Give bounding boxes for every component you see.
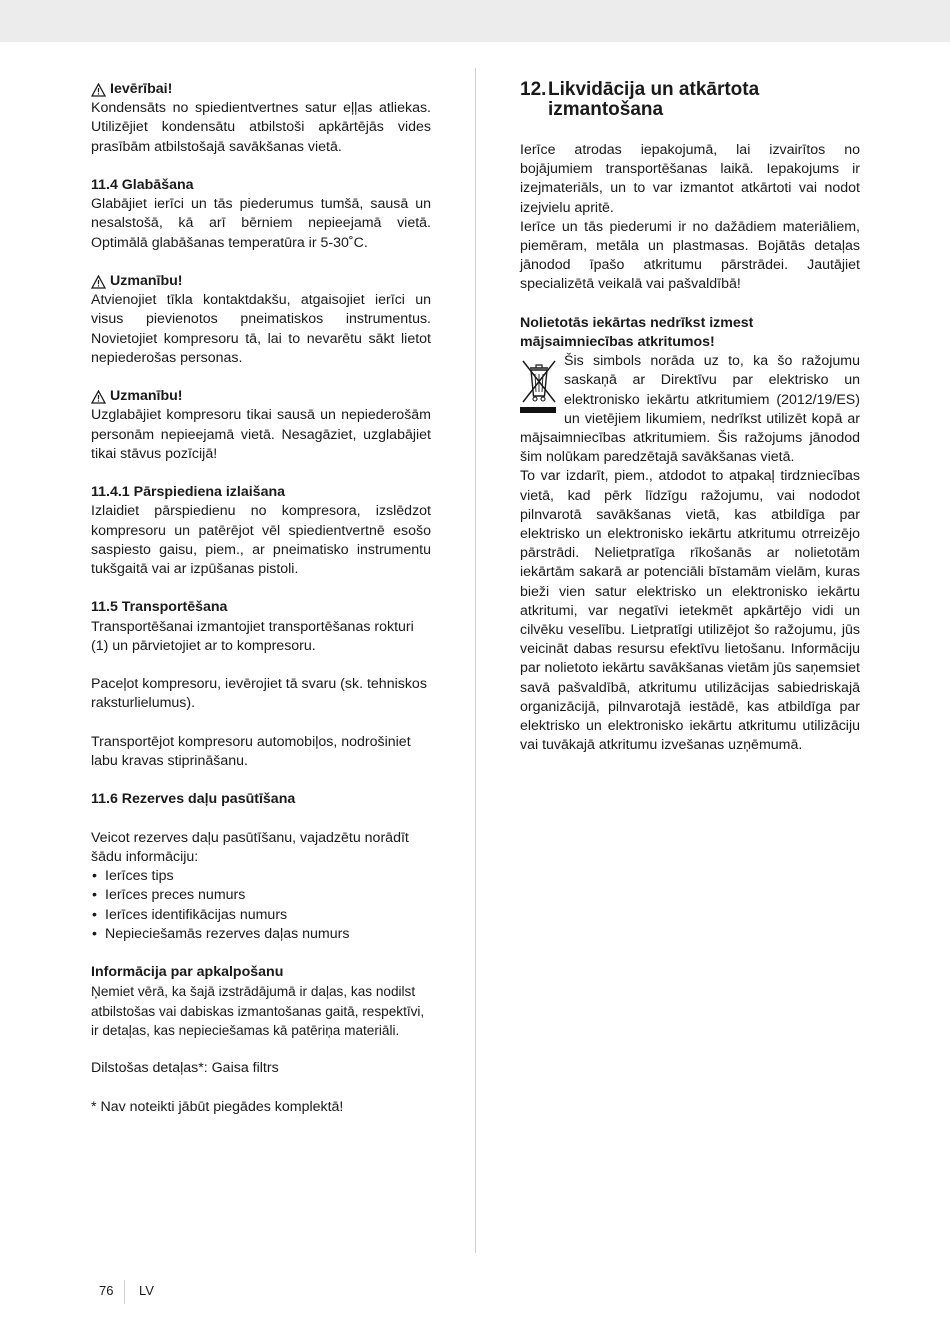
language-code: LV	[139, 1283, 154, 1298]
chapter-heading	[520, 80, 860, 120]
page-number: 76	[99, 1283, 114, 1298]
warning-triangle-icon	[91, 275, 106, 289]
list-item: • Ierīces preces numurs	[91, 886, 431, 905]
section-heading: 11.5 Transportēšana	[91, 599, 228, 616]
warning-heading	[91, 80, 431, 99]
section-text: Veicot rezerves daļu pasūtīšanu, vajadzētu norādīt šādu informāciju:	[91, 829, 409, 865]
section-heading: 11.6 Rezerves daļu pasūtīšana	[91, 791, 296, 808]
warning-triangle-icon	[91, 83, 106, 97]
section-heading: 11.4 Glabāšana	[91, 177, 194, 193]
section-text: Izlaidiet pārspiedienu no kompresora, izslēdzot kompresoru un patērējot vēl spiedientvertnē esošo saspiesto gaisu, piem., ar pneimatisko instrumentu tukšgaitā vai ar izpūšanas pistoli.	[91, 503, 431, 578]
column-divider	[475, 68, 476, 1253]
warning-text: Kondensāts no spiedientvertnes satur eļļas atliekas. Utilizējiet kondensātu atbilstoši apkārtējās vides prasībām atbilstošajā savākšanas vietā.	[91, 100, 431, 155]
list-item: • Ierīces identifikācijas numurs	[91, 906, 431, 925]
service-text: Ņemiet vērā, ka šajā izstrādājumā ir daļas, kas nodilst atbilstošas vai dabiskas izmantošanas gaitā, respektīvi, ir detaļas, kas nepieciešamas kā patēriņa materiāli.	[91, 984, 425, 1038]
wear-parts-text: Dilstošas detaļas*: Gaisa filtrs	[91, 1060, 279, 1077]
section-text: Glabājiet ierīci un tās piederumus tumšā, sausā un nesalstošā, kā arī bērniem nepieejamā vietā. Optimālā glabāšanas temperatūra ir 5-30˚C.	[91, 196, 431, 251]
top-bar	[0, 0, 950, 42]
footnote: * Nav noteikti jābūt piegādes komplektā!	[91, 1098, 344, 1115]
list-item: • Ierīces tips	[91, 867, 431, 886]
crossed-out-bin-icon	[520, 356, 558, 416]
weee-heading: Nolietotās iekārtas nedrīkst izmest mājsaimniecības atkritumos!	[520, 314, 754, 351]
weee-block	[520, 352, 860, 755]
chapter-title: Likvidācija un atkārtota izmantošana	[548, 79, 760, 120]
chapter-number: 12.	[520, 79, 547, 100]
left-column	[91, 80, 431, 1117]
warning-text: Uzglabājiet kompresoru tikai sausā un nepiederošām personām nepieejamā vietā. Nesagāziet, uzglabājiet tikai stāvus pozīcijā!	[91, 407, 431, 462]
paragraph: Ierīce atrodas iepakojumā, lai izvairītos no bojājumiem transportēšanas laikā. Iepakojums ir izejmateriāls, un to var izmantot atkārtoti vai nodot izejvielu apritē.	[520, 142, 860, 216]
paragraph: Ierīce un tās piederumi ir no dažādiem materiāliem, piemēram, metāla un plastmasas. Bojātās detaļas jānodod īpašo atkritumu pārstrādei. Jautājiet specializētā veikalā vai pašvaldībā!	[520, 218, 860, 293]
section-heading: 11.4.1 Pārspiediena izlaišana	[91, 484, 286, 501]
section-text: Transportējot kompresoru automobiļos, nodrošiniet labu kravas stiprināšanu.	[91, 733, 411, 769]
warning-text: Atvienojiet tīkla kontaktdakšu, atgaisojiet ierīci un visus pievienotos pneimatiskos instrumentus. Novietojiet kompresoru tā, lai to nevarētu sākt lietot nepiederošas personas.	[91, 292, 431, 366]
warning-triangle-icon	[91, 390, 106, 404]
right-column	[520, 80, 860, 755]
weee-text-2: To var izdarīt, piem., atdodot to atpakaļ tirdzniecības vietā, kad pērk līdzīgu ražojumu, vai nododot pilnvarotā savākšanas vietā, kas atbildīga par elektrisko un elektronisko iekārtu atkritumu otrreizējo pārstrādi. Nelietpratīga rīkošanās ar nolietotām iekārtām sakarā ar potenciāli bīstamām vielām, kuras bieži vien satur elektrisko un elektronisko iekārtu atkritumi, var negatīvi ietekmēt apkārtējo vidi un cilvēku veselību. Lietpratīgi utilizējot šo ražojumu, jūs veicināt dabas resursu efektīvu lietošanu. Informāciju par nolietoto iekārtu savākšanas vietām jūs saņemsiet savā pašvaldībā, atkritumu utilizācijas sabiedriskajā organizācijā, pilnvarotajā iestādē, kas atbildīga par elektrisko un elektronisko iekārtu atkritumu utilizāciju vai tuvākajā atkritumu izvešanas uzņēmumā.	[520, 468, 860, 754]
list-item: • Nepieciešamās rezerves daļas numurs	[91, 925, 431, 944]
warning-heading	[91, 272, 431, 291]
section-heading: Informācija par apkalpošanu	[91, 964, 284, 981]
warning-heading	[91, 387, 431, 406]
warning-title: Uzmanību!	[110, 388, 183, 405]
section-text: Transportēšanai izmantojiet transportēšanas rokturi (1) un pārvietojiet ar to kompresoru.	[91, 618, 414, 654]
warning-title: Ievērībai!	[110, 81, 173, 97]
warning-title: Uzmanību!	[110, 273, 183, 289]
parts-info-list	[91, 867, 431, 944]
section-text: Paceļot kompresoru, ievērojiet tā svaru (sk. tehniskos raksturlielumus).	[91, 676, 427, 712]
weee-text: Šis simbols norāda uz to, ka šo ražojumu saskaņā ar Direktīvu par elektrisko un elektronisko iekārtu atkritumiem (2012/19/ES) un vietējiem likumiem, nedrīkst utilizēt kopā ar mājsaimniecības atkritumiem. Šis ražojums jānodod šim nolūkam paredzētajā savākšanas vietā.	[520, 353, 860, 466]
footer-divider	[124, 1280, 125, 1304]
